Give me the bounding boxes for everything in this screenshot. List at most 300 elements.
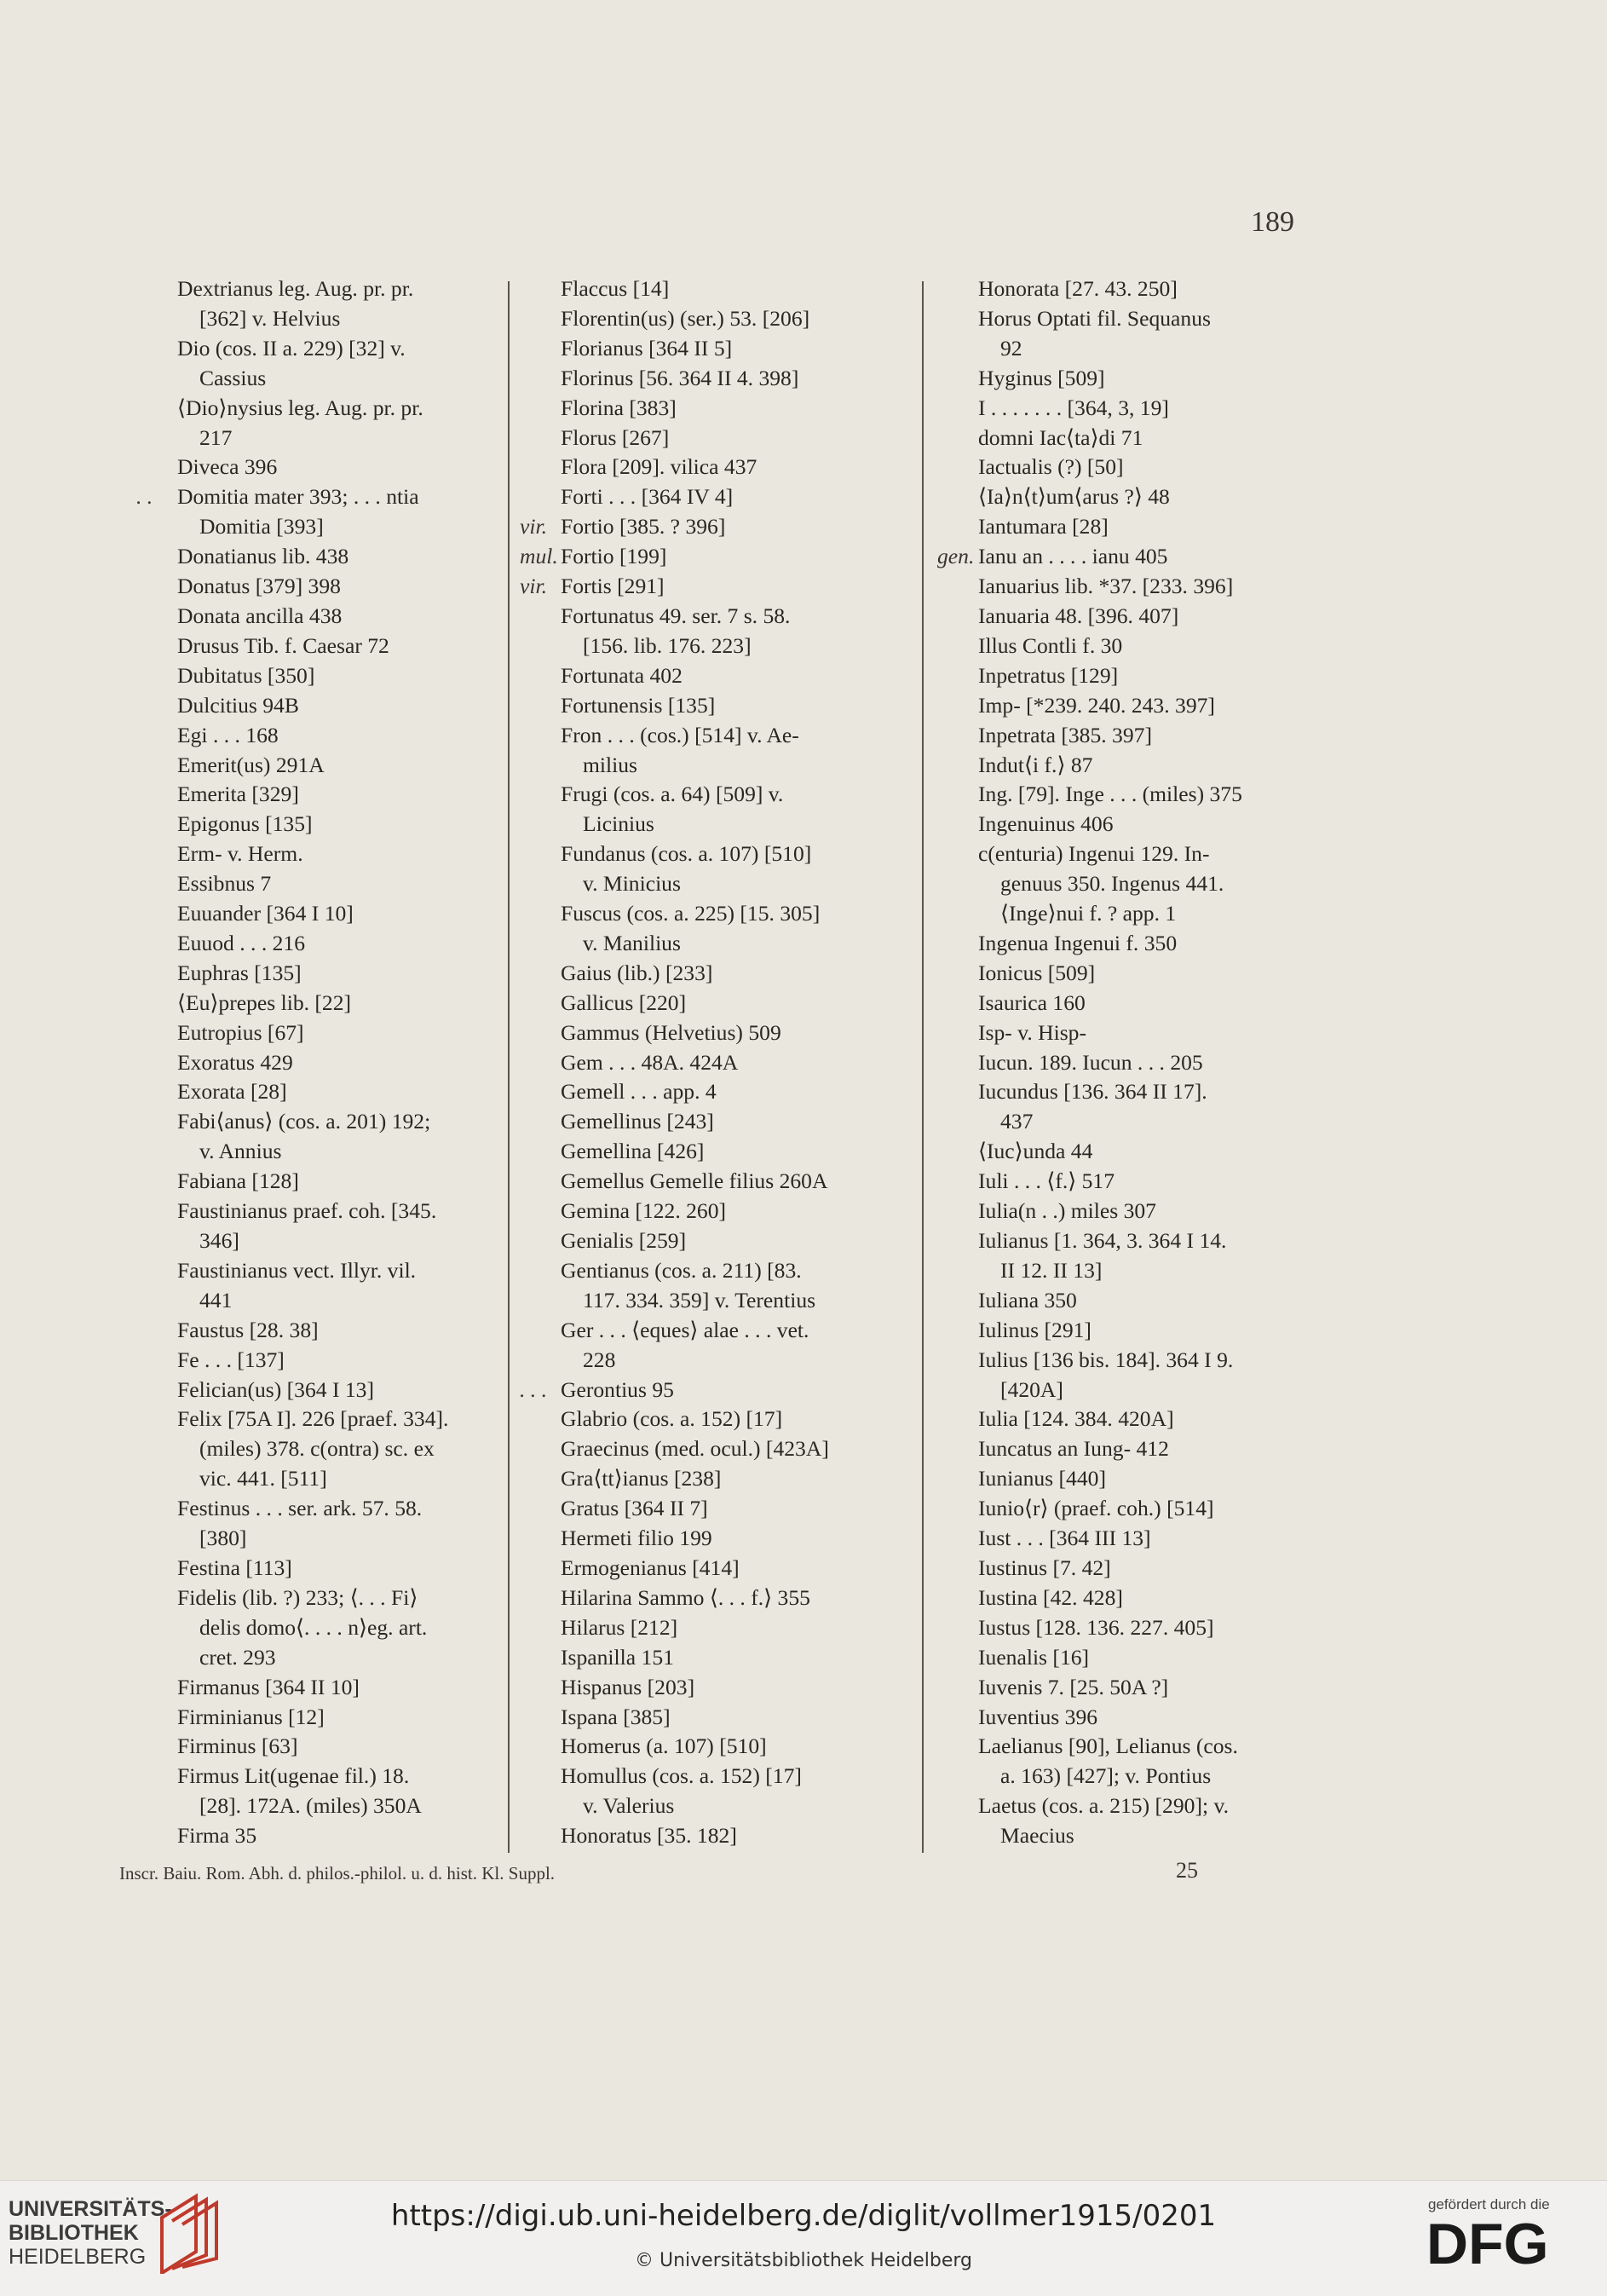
entry-continuation: 228 [583,1347,616,1372]
index-entry [937,721,1312,751]
index-entry [520,1554,903,1584]
index-entry [520,1376,903,1405]
entry-text: Gentianus (cos. a. 211) [83. [561,1257,802,1283]
entry-text: Iustinus [7. 42] [978,1555,1111,1580]
entry-text: Iuvenis 7. [25. 50A ?] [978,1674,1169,1699]
entry-text: Imp- [*239. 240. 243. 397] [978,692,1215,718]
index-entry [937,1613,1312,1643]
entry-text: Faustinianus vect. Illyr. vil. [177,1257,417,1283]
index-entry [136,1494,494,1554]
entry-text: Exorata [28] [177,1079,287,1105]
dfg-logo-icon[interactable] [1426,2214,1585,2270]
index-entry [136,1346,494,1376]
entry-continuation: 117. 334. 359] v. Terentius [583,1287,816,1312]
permalink-url[interactable]: https://digi.ub.uni-heidelberg.de/diglit/vollmer1915/0201 [390,2199,1217,2233]
index-entry [136,453,494,482]
index-entry [520,304,903,334]
index-entry [520,1167,903,1197]
entry-text: Gemellinus [243] [561,1109,714,1134]
index-entry [937,1464,1312,1494]
index-entry [937,1732,1312,1791]
entry-text: Homerus (a. 107) [510] [561,1734,767,1759]
entry-text: ⟨Eu⟩prepes lib. [22] [177,989,352,1015]
entry-text: Domitia mater 393; . . . ntia [177,484,419,510]
entry-marker: . . [136,484,153,510]
entry-text: Laelianus [90], Lelianus (cos. [978,1734,1238,1759]
entry-continuation: 92 [1000,335,1022,361]
page-number: 189 [1251,206,1294,238]
index-entry [520,1048,903,1078]
index-entry [520,839,903,899]
index-entry [136,1256,494,1316]
entry-text: Horus Optati fil. Sequanus [978,305,1211,331]
viewer-banner [0,2180,1607,2296]
entry-text: Iuventius 396 [978,1704,1098,1729]
entry-text: Gammus (Helvetius) 509 [561,1019,781,1045]
entry-text: Iuli . . . ⟨f.⟩ 517 [978,1168,1115,1194]
index-entry [937,542,1312,572]
index-entry [136,1703,494,1733]
index-entry [520,542,903,572]
entry-text: Hilarina Sammo ⟨. . . f.⟩ 355 [561,1584,810,1610]
index-entry [937,572,1312,602]
entry-text: Fortio [385. ? 396] [561,514,726,539]
entry-text: Ingenua Ingenui f. 350 [978,930,1178,955]
entry-text: Gaius (lib.) [233] [561,960,713,985]
entry-text: Fortunensis [135] [561,692,716,718]
entry-text: Ispanilla 151 [561,1644,674,1670]
index-entry [136,691,494,721]
entry-text: Fortio [199] [561,544,667,569]
entry-text: Iunio⟨r⟩ (praef. coh.) [514] [978,1496,1214,1521]
index-entry [136,1316,494,1346]
index-entry [937,1584,1312,1613]
entry-text: Isaurica 160 [978,989,1086,1015]
entry-text: Illus Contli f. 30 [978,632,1123,658]
entry-text: Florinus [56. 364 II 4. 398] [561,365,799,390]
entry-continuation: v. Manilius [583,930,681,955]
index-entry [520,1077,903,1107]
entry-text: Florentin(us) (ser.) 53. [206] [561,305,810,331]
index-entry [937,274,1312,304]
entry-continuation: Domitia [393] [199,514,324,539]
entry-continuation: [420A] [1000,1376,1063,1402]
index-entry [520,274,903,304]
index-entry [520,602,903,661]
index-entry [136,394,494,453]
entry-text: Fuscus (cos. a. 225) [15. 305] [561,901,821,926]
index-entry [136,1107,494,1167]
entry-text: Faustus [28. 38] [177,1317,319,1342]
index-entry [520,512,903,542]
index-entry [136,1167,494,1197]
index-entry [136,661,494,691]
index-entry [520,1316,903,1376]
index-entry [136,1018,494,1048]
entry-text: Fe . . . [137] [177,1347,285,1372]
index-entry [520,1821,903,1851]
index-entry [520,1226,903,1256]
entry-text: Hispanus [203] [561,1674,695,1699]
entry-marker: mul. [520,544,558,569]
index-entry [520,721,903,781]
index-entry [520,482,903,512]
index-entry [136,989,494,1018]
index-entry [136,929,494,959]
entry-text: I . . . . . . . [364, 3, 19] [978,395,1169,420]
index-entry [136,482,494,542]
index-entry [520,1673,903,1703]
entry-text: Fabi⟨anus⟩ (cos. a. 201) 192; [177,1109,431,1134]
index-entry [136,1732,494,1762]
entry-text: Fabiana [128] [177,1168,299,1194]
entry-text: Firma 35 [177,1823,257,1849]
index-entry [937,1197,1312,1226]
entry-text: Iucun. 189. Iucun . . . 205 [978,1049,1203,1075]
index-entry [520,780,903,839]
index-entry [520,1464,903,1494]
index-entry [937,512,1312,542]
footer-publication: Inscr. Baiu. Rom. Abh. d. philos.-philol. u. d. hist. Kl. Suppl. [119,1863,556,1884]
index-entry [937,691,1312,721]
entry-text: Iuenalis [16] [978,1644,1090,1670]
entry-text: Inpetrata [385. 397] [978,722,1152,747]
entry-text: Gerontius 95 [561,1376,674,1402]
index-entry [937,1226,1312,1286]
index-entry [937,1346,1312,1405]
index-entry [937,1405,1312,1434]
index-entry [520,691,903,721]
entry-marker: vir. [520,514,547,539]
entry-continuation: ⟨Inge⟩nui f. ? app. 1 [1000,901,1177,926]
entry-continuation: v. Minicius [583,871,681,897]
index-entry [136,899,494,929]
entry-text: Flora [209]. vilica 437 [561,454,757,480]
index-entry [937,1048,1312,1078]
index-entry [136,839,494,869]
index-entry [937,1673,1312,1703]
entry-text: Faustinianus praef. coh. [345. [177,1198,437,1224]
entry-text: Dulcitius 94B [177,692,299,718]
index-entry [520,1613,903,1643]
index-entry [937,602,1312,632]
index-entry [136,572,494,602]
entry-text: Fron . . . (cos.) [514] v. Ae- [561,722,799,747]
entry-text: Honoratus [35. 182] [561,1823,737,1849]
column-divider [508,281,510,1853]
index-entry [136,1405,494,1494]
entry-continuation: 441 [199,1287,233,1312]
index-entry [937,810,1312,839]
index-entry [136,1376,494,1405]
index-entry [520,1762,903,1821]
index-entry [520,1703,903,1733]
index-entry [937,364,1312,394]
index-entry [937,1643,1312,1673]
entry-text: Graecinus (med. ocul.) [423A] [561,1436,829,1462]
index-entry [136,542,494,572]
entry-text: Egi . . . 168 [177,722,279,747]
index-entry [136,1197,494,1256]
index-entry [520,1256,903,1316]
entry-text: Euuod . . . 216 [177,930,306,955]
index-entry [937,482,1312,512]
index-column-3 [937,274,1312,1851]
entry-text: ⟨Dio⟩nysius leg. Aug. pr. pr. [177,395,423,420]
entry-text: Iucundus [136. 364 II 17]. [978,1079,1207,1105]
index-entry [937,1018,1312,1048]
entry-text: Ianuaria 48. [396. 407] [978,603,1179,628]
entry-text: Ianu an . . . . ianu 405 [978,544,1168,569]
entry-text: Iunianus [440] [978,1466,1106,1491]
entry-continuation: delis domo⟨. . . . n⟩eg. art. [199,1614,428,1640]
index-entry [520,959,903,989]
entry-text: Emerit(us) 291A [177,752,325,777]
entry-text: Essibnus 7 [177,871,272,897]
entry-text: Iactualis (?) [50] [978,454,1124,480]
entry-text: Fortunata 402 [561,662,683,688]
entry-text: Flaccus [14] [561,276,670,301]
index-entry [937,1077,1312,1137]
entry-text: Drusus Tib. f. Caesar 72 [177,632,389,658]
index-entry [520,424,903,453]
entry-text: Iulia(n . .) miles 307 [978,1198,1156,1224]
index-entry [520,1643,903,1673]
index-entry [937,394,1312,424]
entry-continuation: II 12. II 13] [1000,1257,1103,1283]
index-entry [520,394,903,424]
logo-line: BIBLIOTHEK [9,2221,139,2245]
entry-text: Florianus [364 II 5] [561,335,733,361]
entry-continuation: v. Annius [199,1139,282,1164]
entry-text: Gem . . . 48A. 424A [561,1049,739,1075]
index-entry [937,632,1312,661]
index-entry [937,1434,1312,1464]
index-entry [520,899,903,959]
index-entry [937,929,1312,959]
index-entry [136,274,494,334]
entry-text: Iustina [42. 428] [978,1584,1123,1610]
entry-marker: . . . [520,1376,547,1402]
entry-continuation: [156. lib. 176. 223] [583,632,752,658]
entry-continuation: milius [583,752,637,777]
entry-text: Hilarus [212] [561,1614,678,1640]
entry-continuation: Maecius [1000,1823,1074,1849]
entry-text: ⟨Iuc⟩unda 44 [978,1139,1093,1164]
entry-text: Fortis [291] [561,574,665,599]
entry-text: Eutropius [67] [177,1019,304,1045]
entry-text: Honorata [27. 43. 250] [978,276,1178,301]
entry-text: Gemellina [426] [561,1139,705,1164]
entry-continuation: a. 163) [427]; v. Pontius [1000,1763,1212,1789]
index-entry [136,1554,494,1584]
index-entry [136,1673,494,1703]
index-entry [136,721,494,751]
entry-text: Firmus Lit(ugenae fil.) 18. [177,1763,410,1789]
entry-text: Iulia [124. 384. 420A] [978,1406,1174,1432]
entry-continuation: 217 [199,424,233,450]
index-entry [136,334,494,394]
entry-text: Donatus [379] 398 [177,574,341,599]
funding-note: gefördert durch die [1428,2196,1550,2212]
entry-continuation: (miles) 378. c(ontra) sc. ex [199,1436,435,1462]
index-entry [136,1762,494,1821]
entry-text: Epigonus [135] [177,811,313,837]
entry-continuation: Licinius [583,811,654,837]
entry-continuation: genuus 350. Ingenus 441. [1000,871,1224,897]
index-entry [937,424,1312,453]
entry-text: Fortunatus 49. ser. 7 s. 58. [561,603,791,628]
entry-text: Iantumara [28] [978,514,1109,539]
index-entry [937,1703,1312,1733]
entry-text: Firmanus [364 II 10] [177,1674,360,1699]
index-entry [136,1077,494,1107]
index-entry [937,304,1312,364]
logo-line: HEIDELBERG [9,2245,147,2269]
index-entry [520,1584,903,1613]
index-entry [520,1405,903,1434]
index-entry [520,1018,903,1048]
index-entry [937,453,1312,482]
index-entry [136,959,494,989]
entry-text: Iust . . . [364 III 13] [978,1526,1151,1551]
entry-text: ⟨Ia⟩n⟨t⟩um⟨arus ?⟩ 48 [978,484,1170,510]
entry-continuation: [28]. 172A. (miles) 350A [199,1793,422,1819]
index-entry [937,1137,1312,1167]
entry-text: Florina [383] [561,395,677,420]
copyright-notice: © Universitätsbibliothek Heidelberg [634,2250,972,2271]
entry-text: Iuliana 350 [978,1287,1077,1312]
index-column-2 [520,274,903,1851]
logo-line: UNIVERSITÄTS- [9,2197,172,2221]
index-entry [136,602,494,632]
index-entry [136,1048,494,1078]
entry-marker: gen. [937,544,975,569]
entry-text: Erm- v. Herm. [177,841,303,867]
entry-text: Iuncatus an Iung- 412 [978,1436,1169,1462]
index-entry [520,1107,903,1137]
index-entry [520,1137,903,1167]
entry-text: Hyginus [509] [978,365,1105,390]
index-entry [937,1524,1312,1554]
index-entry [136,1584,494,1673]
footer-sheet-number: 25 [1176,1858,1198,1883]
dfg-logo-text: DFG [1426,2214,1549,2270]
entry-text: Iulius [136 bis. 184]. 364 I 9. [978,1347,1234,1372]
index-entry [937,1494,1312,1524]
entry-text: Homullus (cos. a. 152) [17] [561,1763,802,1789]
index-entry [937,661,1312,691]
entry-text: Ing. [79]. Inge . . . (miles) 375 [978,782,1242,807]
index-entry [136,780,494,810]
index-column-1 [136,274,494,1851]
entry-text: Glabrio (cos. a. 152) [17] [561,1406,783,1432]
entry-text: Gra⟨tt⟩ianus [238] [561,1466,722,1491]
entry-text: Isp- v. Hisp- [978,1019,1087,1045]
column-divider [922,281,924,1853]
index-entry [937,1554,1312,1584]
index-entry [520,1524,903,1554]
index-entry [937,989,1312,1018]
index-entry [520,334,903,364]
entry-text: Florus [267] [561,424,670,450]
entry-text: Ermogenianus [414] [561,1555,740,1580]
index-entry [937,1286,1312,1316]
entry-text: Ingenuinus 406 [978,811,1114,837]
entry-text: Felician(us) [364 I 13] [177,1376,374,1402]
entry-text: Fidelis (lib. ?) 233; ⟨. . . Fi⟩ [177,1584,418,1610]
entry-text: Gemell . . . app. 4 [561,1079,717,1105]
entry-text: Festinus . . . ser. ark. 57. 58. [177,1496,423,1521]
entry-text: Laetus (cos. a. 215) [290]; v. [978,1793,1230,1819]
entry-text: Ger . . . ⟨eques⟩ alae . . . vet. [561,1317,809,1342]
entry-text: Inpetratus [129] [978,662,1119,688]
entry-text: Felix [75A I]. 226 [praef. 334]. [177,1406,449,1432]
index-entry [520,1197,903,1226]
index-entry [937,780,1312,810]
entry-text: Firminus [63] [177,1734,298,1759]
entry-continuation: 437 [1000,1109,1034,1134]
entry-text: Indut⟨i f.⟩ 87 [978,752,1093,777]
entry-text: c(enturia) Ingenui 129. In- [978,841,1210,867]
entry-text: Frugi (cos. a. 64) [509] v. [561,782,784,807]
entry-text: Iulinus [291] [978,1317,1091,1342]
entry-text: Euphras [135] [177,960,302,985]
entry-text: Euuander [364 I 10] [177,901,354,926]
entry-text: Ionicus [509] [978,960,1096,985]
index-entry [136,810,494,839]
index-entry [136,1821,494,1851]
index-entry [520,989,903,1018]
entry-text: Exoratus 429 [177,1049,293,1075]
entry-text: Firminianus [12] [177,1704,325,1729]
index-entry [937,1791,1312,1851]
entry-continuation: cret. 293 [199,1644,276,1670]
index-entry [520,572,903,602]
entry-text: Hermeti filio 199 [561,1526,712,1551]
index-entry [937,1167,1312,1197]
entry-text: Dio (cos. II a. 229) [32] v. [177,335,406,361]
entry-text: Fundanus (cos. a. 107) [510] [561,841,812,867]
index-entry [136,632,494,661]
index-entry [520,1732,903,1762]
entry-marker: vir. [520,574,547,599]
index-entry [520,453,903,482]
index-entry [136,869,494,899]
index-entry [520,1494,903,1524]
entry-text: Festina [113] [177,1555,292,1580]
entry-text: Dubitatus [350] [177,662,315,688]
entry-text: Iustus [128. 136. 227. 405] [978,1614,1214,1640]
entry-text: Donata ancilla 438 [177,603,343,628]
entry-text: Diveca 396 [177,454,278,480]
entry-text: Emerita [329] [177,782,299,807]
index-entry [937,839,1312,929]
entry-continuation: Cassius [199,365,267,390]
entry-text: Donatianus lib. 438 [177,544,349,569]
entry-text: Dextrianus leg. Aug. pr. pr. [177,276,414,301]
index-entry [937,1316,1312,1346]
index-entry [520,661,903,691]
entry-text: Genialis [259] [561,1228,687,1253]
entry-continuation: 346] [199,1228,239,1253]
index-entry [520,364,903,394]
entry-text: Forti . . . [364 IV 4] [561,484,734,510]
entry-text: Iulianus [1. 364, 3. 364 I 14. [978,1228,1227,1253]
entry-text: Gemina [122. 260] [561,1198,727,1224]
entry-text: Ispana [385] [561,1704,671,1729]
entry-continuation: vic. 441. [511] [199,1466,327,1491]
